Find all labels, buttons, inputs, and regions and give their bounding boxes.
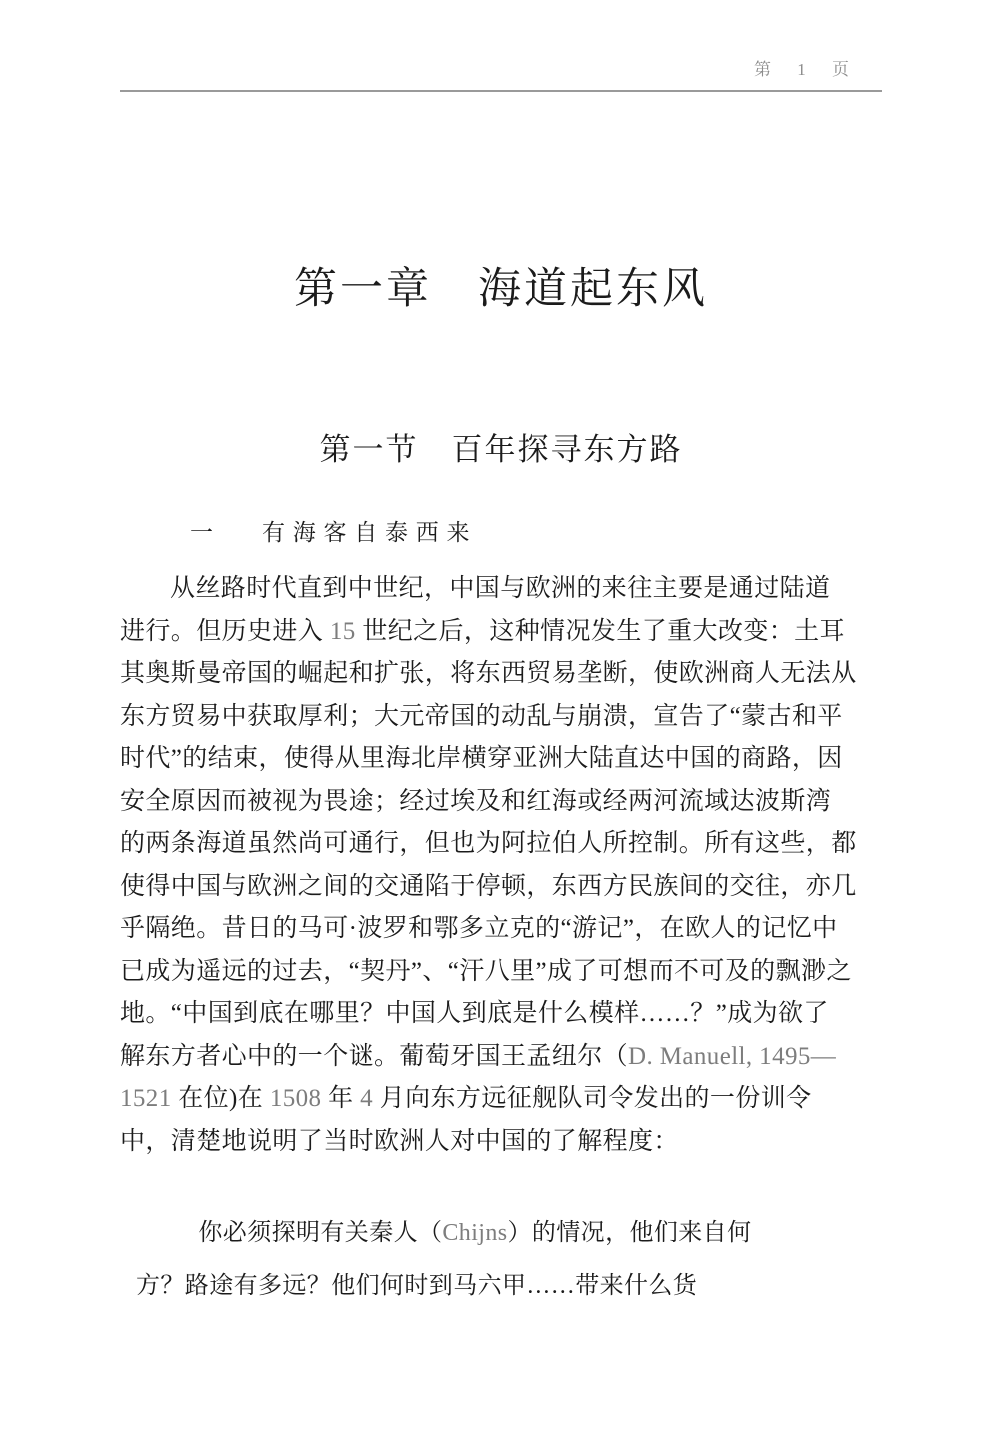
- page-header: [120, 0, 882, 92]
- subsection-title: 一 有 海 客 自 泰 西 来: [190, 520, 471, 546]
- cjk-text-segment: 从丝路时代直到中世纪，中国与欧洲的来往主要是通过陆道: [170, 575, 831, 603]
- text-line: [120, 696, 882, 739]
- cjk-text-segment: 年: [321, 1085, 361, 1113]
- latin-text-segment: 4: [360, 1085, 374, 1113]
- cjk-text-segment: 在位)在: [171, 1085, 270, 1113]
- chapter-title: 第一章 海道起东风: [294, 266, 708, 313]
- text-line: [120, 908, 882, 951]
- cjk-text-segment: 东方贸易中获取厚利；大元帝国的动乱与崩溃，宣告了“蒙古和平: [120, 702, 843, 730]
- cjk-text-segment: 世纪之后，这种情况发生了重大改变：土耳: [355, 617, 845, 645]
- header-rule: [120, 90, 882, 92]
- text-line: [120, 1036, 882, 1079]
- page-number-label: 第 1 页: [754, 60, 860, 79]
- text-line: [120, 781, 882, 824]
- cjk-text-segment: 时代”的结束，使得从里海北岸横穿亚洲大陆直达中国的商路，因: [120, 745, 843, 773]
- latin-text-segment: D. Manuell, 1495—: [628, 1042, 837, 1070]
- text-line: [120, 611, 882, 654]
- text-line: [120, 568, 882, 611]
- text-line: [120, 653, 882, 696]
- text-line: [120, 1121, 882, 1164]
- cjk-text-segment: 的两条海道虽然尚可通行，但也为阿拉伯人所控制。所有这些，都: [120, 830, 857, 858]
- section-title: 第一节 百年探寻东方路: [319, 431, 683, 467]
- cjk-text-segment: 安全原因而被视为畏途；经过埃及和红海或经两河流域达波斯湾: [120, 787, 832, 815]
- text-line: [120, 823, 882, 866]
- text-line: [120, 866, 882, 909]
- cjk-text-segment: 中，清楚地说明了当时欧洲人对中国的了解程度：: [120, 1127, 679, 1155]
- text-line: [136, 1260, 882, 1313]
- body-paragraph: [120, 568, 882, 1163]
- cjk-text-segment: 月向东方远征舰队司令发出的一份训令: [373, 1085, 812, 1113]
- cjk-text-segment: 你必须探明有关秦人（: [198, 1220, 443, 1247]
- text-line: [120, 738, 882, 781]
- latin-text-segment: 1508: [269, 1085, 322, 1113]
- text-line: [120, 1078, 882, 1121]
- cjk-text-segment: 地。“中国到底在哪里？中国人到底是什么模样……？”成为欲了: [120, 1000, 829, 1028]
- cjk-text-segment: 乎隔绝。昔日的马可·波罗和鄂多立克的“游记”，在欧人的记忆中: [120, 915, 838, 943]
- cjk-text-segment: 已成为遥远的过去，“契丹”、“汗八里”成了可想而不可及的飘渺之: [120, 957, 852, 985]
- cjk-text-segment: 方？路途有多远？他们何时到马六甲……带来什么货: [136, 1273, 698, 1300]
- text-line: [136, 1207, 882, 1260]
- cjk-text-segment: 进行。但历史进入: [120, 617, 330, 645]
- text-line: [120, 951, 882, 994]
- latin-text-segment: 1521: [120, 1085, 172, 1113]
- latin-text-segment: Chijns: [442, 1220, 508, 1247]
- cjk-text-segment: ）的情况，他们来自何: [507, 1220, 752, 1247]
- quote-block: [136, 1207, 882, 1313]
- cjk-text-segment: 使得中国与欧洲之间的交通陷于停顿，东西方民族间的交往，亦几: [120, 872, 857, 900]
- cjk-text-segment: 解东方者心中的一个谜。葡萄牙国王孟纽尔（: [120, 1042, 629, 1070]
- cjk-text-segment: 其奥斯曼帝国的崛起和扩张，将东西贸易垄断，使欧洲商人无法从: [120, 660, 857, 688]
- latin-text-segment: 15: [329, 617, 356, 645]
- text-line: [120, 993, 882, 1036]
